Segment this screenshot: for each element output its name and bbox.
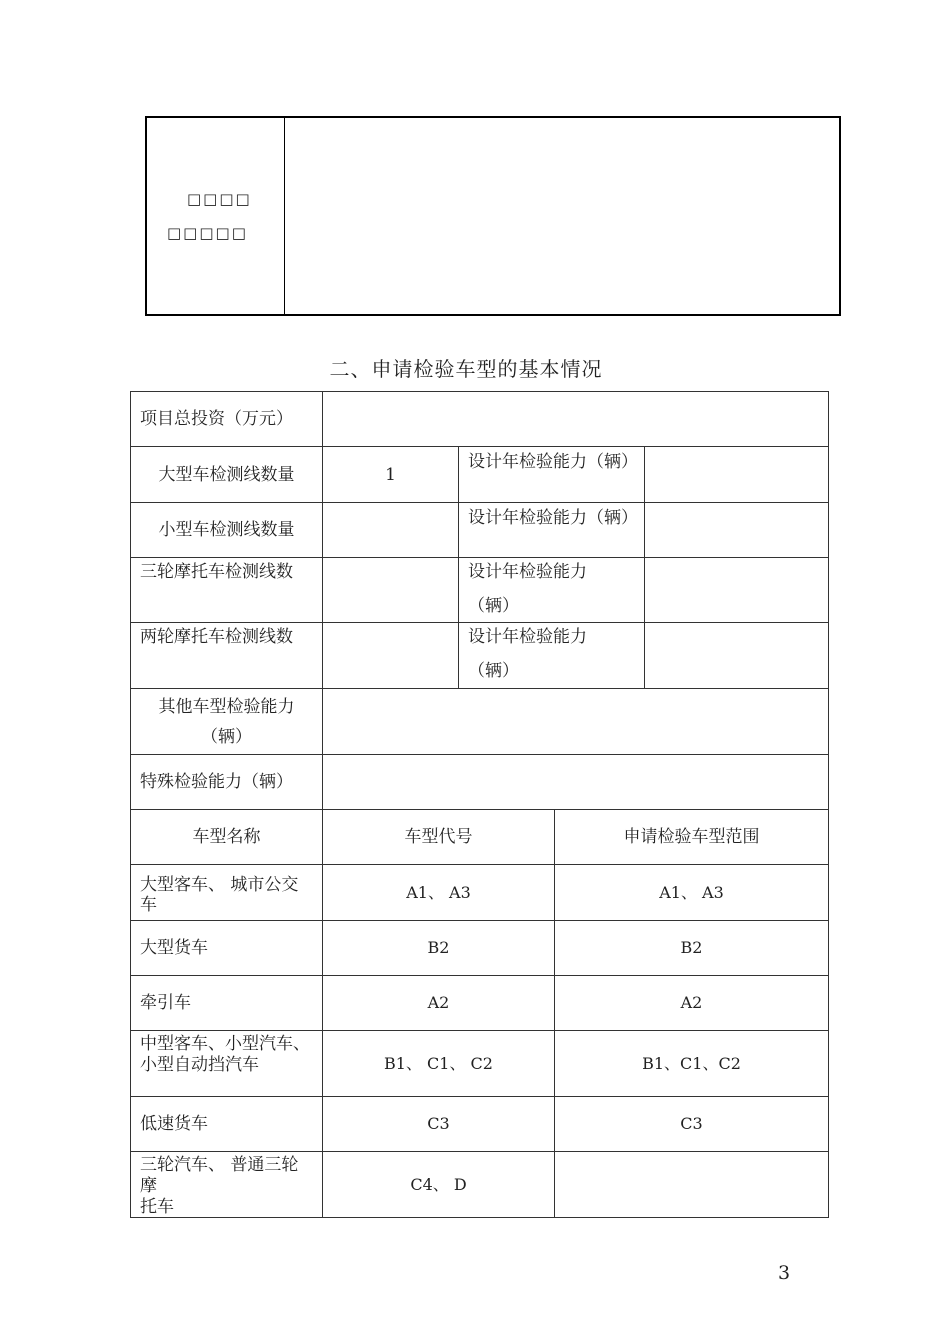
moto-capacity-text: 设计年检验能力	[468, 627, 587, 647]
investment-value	[322, 391, 829, 447]
tricycle-capacity-value	[644, 557, 829, 623]
investment-label: 项目总投资（万元）	[130, 391, 323, 447]
tricycle-lines-label: 三轮摩托车检测线数	[130, 557, 323, 623]
large-lines-label: 大型车检测线数量	[130, 446, 323, 503]
vehicle-row-name: 大型货车	[130, 920, 323, 976]
moto-capacity-label	[458, 622, 645, 689]
tricycle-capacity-unit: （辆）	[468, 596, 519, 616]
special-capacity-label: 特殊检验能力（辆）	[130, 754, 323, 810]
vehicle-row-range: B2	[554, 920, 829, 976]
small-capacity-label: 设计年检验能力（辆）	[458, 502, 645, 558]
vehicle-row-code: B1、 C1、 C2	[322, 1030, 555, 1097]
vehicle-row-range: C3	[554, 1096, 829, 1152]
vehicle-row-name: 中型客车、小型汽车、 小型自动挡汽车	[130, 1030, 323, 1097]
page-number: 3	[778, 1262, 791, 1284]
vehicle-row-range	[554, 1151, 829, 1218]
vehicle-row-name: 三轮汽车、 普通三轮摩 托车	[130, 1151, 323, 1218]
small-lines-label: 小型车检测线数量	[130, 502, 323, 558]
vehicle-row-range: B1、C1、C2	[554, 1030, 829, 1097]
remarks-label-line2: □□□□□	[167, 224, 248, 242]
small-lines-value	[322, 502, 459, 558]
vehicle-row-code: B2	[322, 920, 555, 976]
remarks-label-line1: □□□□	[187, 190, 252, 208]
section-title: 二、申请检验车型的基本情况	[329, 357, 603, 381]
remarks-divider	[284, 118, 285, 314]
tricycle-capacity-label	[458, 557, 645, 623]
vehicle-row-name: 大型客车、 城市公交车	[130, 864, 323, 921]
vehicle-row-code: C4、 D	[322, 1151, 555, 1218]
vehicle-row-code: A1、 A3	[322, 864, 555, 921]
tricycle-lines-value	[322, 557, 459, 623]
vehicle-row-range: A2	[554, 975, 829, 1031]
vehicle-row-code: A2	[322, 975, 555, 1031]
other-capacity-value	[322, 688, 829, 755]
other-capacity-label: 其他车型检验能力（辆）	[130, 688, 323, 755]
remarks-box	[145, 116, 841, 316]
header-vehicle-code: 车型代号	[322, 809, 555, 865]
moto-capacity-unit: （辆）	[468, 661, 519, 681]
header-vehicle-range: 申请检验车型范围	[554, 809, 829, 865]
vehicle-row-name: 低速货车	[130, 1096, 323, 1152]
vehicle-row-code: C3	[322, 1096, 555, 1152]
tricycle-capacity-text: 设计年检验能力	[468, 562, 587, 582]
moto-capacity-value	[644, 622, 829, 689]
large-lines-value: 1	[322, 446, 459, 503]
moto-lines-label: 两轮摩托车检测线数	[130, 622, 323, 689]
large-capacity-value	[644, 446, 829, 503]
moto-lines-value	[322, 622, 459, 689]
header-vehicle-name: 车型名称	[130, 809, 323, 865]
special-capacity-value	[322, 754, 829, 810]
vehicle-row-range: A1、 A3	[554, 864, 829, 921]
large-capacity-label: 设计年检验能力（辆）	[458, 446, 645, 503]
vehicle-row-name: 牵引车	[130, 975, 323, 1031]
small-capacity-value	[644, 502, 829, 558]
